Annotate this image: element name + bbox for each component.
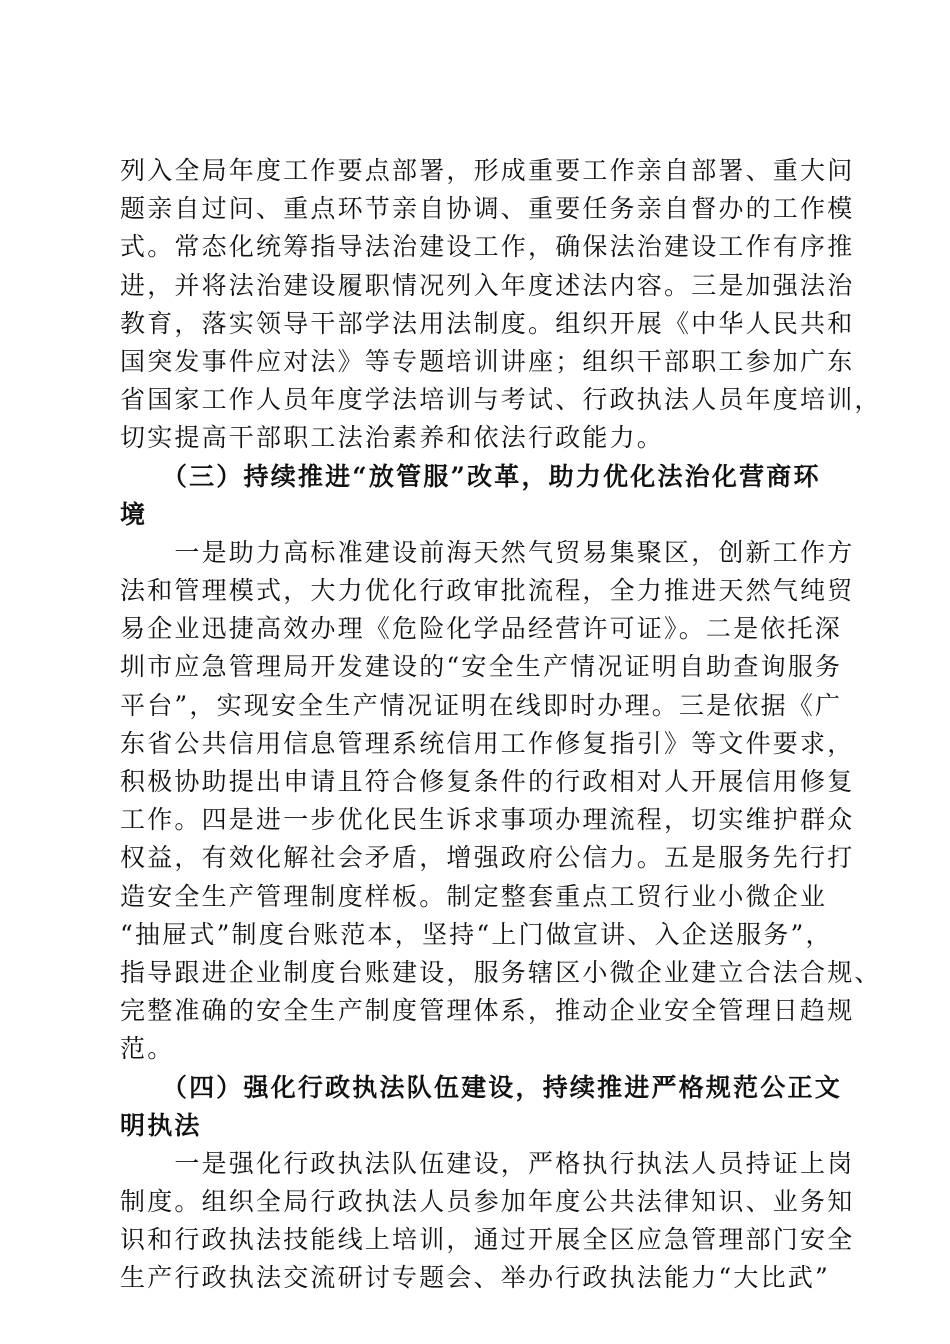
paragraph-line: 指导跟进企业制度台账建设，服务辖区小微企业建立合法合规、: [120, 957, 882, 987]
paragraph-line: 式。常态化统筹指导法治建设工作，确保法治建设工作有序推: [120, 232, 855, 262]
paragraph-line: 切实提高干部职工法治素养和依法行政能力。: [120, 423, 665, 453]
paragraph-line: 省国家工作人员年度学法培训与考试、行政执法人员年度培训，: [120, 385, 882, 415]
paragraph-line: 东省公共信用信息管理系统信用工作修复指引》等文件要求，: [120, 728, 855, 758]
section-heading-line: （四）强化行政执法队伍建设，持续推进严格规范公正文: [120, 1072, 842, 1102]
paragraph-line: 范。: [120, 1034, 175, 1064]
section-heading-line: 境: [120, 499, 148, 529]
paragraph-line: 权益，有效化解社会矛盾，增强政府公信力。五是服务先行打: [120, 843, 855, 873]
paragraph-line: 列入全局年度工作要点部署，形成重要工作亲自部署、重大问: [120, 156, 855, 185]
paragraph-line: 进，并将法治建设履职情况列入年度述法内容。三是加强法治: [120, 270, 855, 300]
paragraph-line: 教育，落实领导干部学法用法制度。组织开展《中华人民共和: [120, 308, 855, 338]
paragraph-line: 造安全生产管理制度样板。制定整套重点工贸行业小微企业: [120, 881, 828, 911]
paragraph-line: 制度。组织全局行政执法人员参加年度公共法律知识、业务知: [120, 1187, 855, 1217]
paragraph-line: 工作。四是进一步优化民生诉求事项办理流程，切实维护群众: [120, 805, 855, 835]
paragraph-line: 积极协助提出申请且符合修复条件的行政相对人开展信用修复: [120, 767, 855, 796]
document-body: [120, 152, 882, 1298]
paragraph-line: 一是助力高标准建设前海天然气贸易集聚区，创新工作方: [120, 537, 855, 567]
section-heading-line: 明执法: [120, 1110, 202, 1140]
paragraph-line: 易企业迅捷高效办理《危险化学品经营许可证》。二是依托深: [120, 614, 842, 644]
paragraph-line: 完整准确的安全生产制度管理体系，推动企业安全管理日趋规: [120, 996, 855, 1026]
paragraph-line: 圳市应急管理局开发建设的“安全生产情况证明自助查询服务: [120, 652, 843, 682]
section-heading-line: （三）持续推进“放管服”改革，助力优化法治化营商环: [120, 461, 821, 491]
paragraph-line: 法和管理模式，大力优化行政审批流程，全力推进天然气纯贸: [120, 576, 855, 606]
paragraph-line: 题亲自过问、重点环节亲自协调、重要任务亲自督办的工作模: [120, 194, 855, 224]
paragraph-line: 生产行政执法交流研讨专题会、举办行政执法能力“大比武”: [120, 1263, 830, 1293]
paragraph-line: 平台”，实现安全生产情况证明在线即时办理。三是依据《广: [120, 690, 843, 720]
paragraph-line: 国突发事件应对法》等专题培训讲座；组织干部职工参加广东: [120, 346, 855, 376]
paragraph-line: 识和行政执法技能线上培训，通过开展全区应急管理部门安全: [120, 1225, 855, 1255]
paragraph-line: 一是强化行政执法队伍建设，严格执行执法人员持证上岗: [120, 1148, 855, 1178]
paragraph-line: “抽屉式”制度台账范本，坚持“上门做宣讲、入企送服务”，: [120, 919, 833, 949]
